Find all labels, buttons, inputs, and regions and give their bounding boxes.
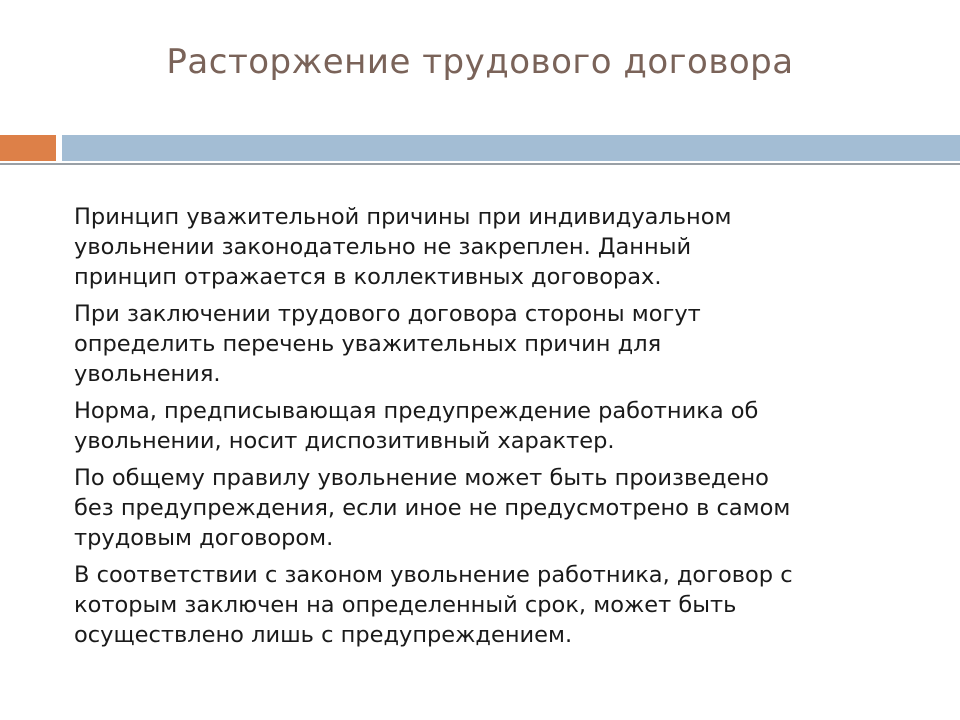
slide-title: Расторжение трудового договора (166, 42, 794, 82)
paragraph-2: При заключении трудового договора стороны могут определить перечень уважительных причин для увольнения. (74, 301, 701, 387)
paragraph-4: По общему правилу увольнение может быть произведено без предупреждения, если иное не предусмотрено в самом трудовым договором. (74, 465, 791, 551)
paragraph-5: В соответствии с законом увольнение работника, договор с которым заключен на определенный срок, может быть осуществлено лишь с предупреждением. (74, 562, 793, 648)
orange-accent-bar (0, 135, 56, 161)
paragraph-3: Норма, предписывающая предупреждение работника об увольнении, носит диспозитивный характер. (74, 398, 759, 454)
divider-line (0, 163, 960, 165)
slide-body (74, 202, 914, 657)
paragraph-1: Принцип уважительной причины при индивидуальном увольнении законодательно не закреплен. Данный принцип отражается в коллективных договорах. (74, 204, 732, 290)
blue-accent-bar (62, 135, 960, 161)
